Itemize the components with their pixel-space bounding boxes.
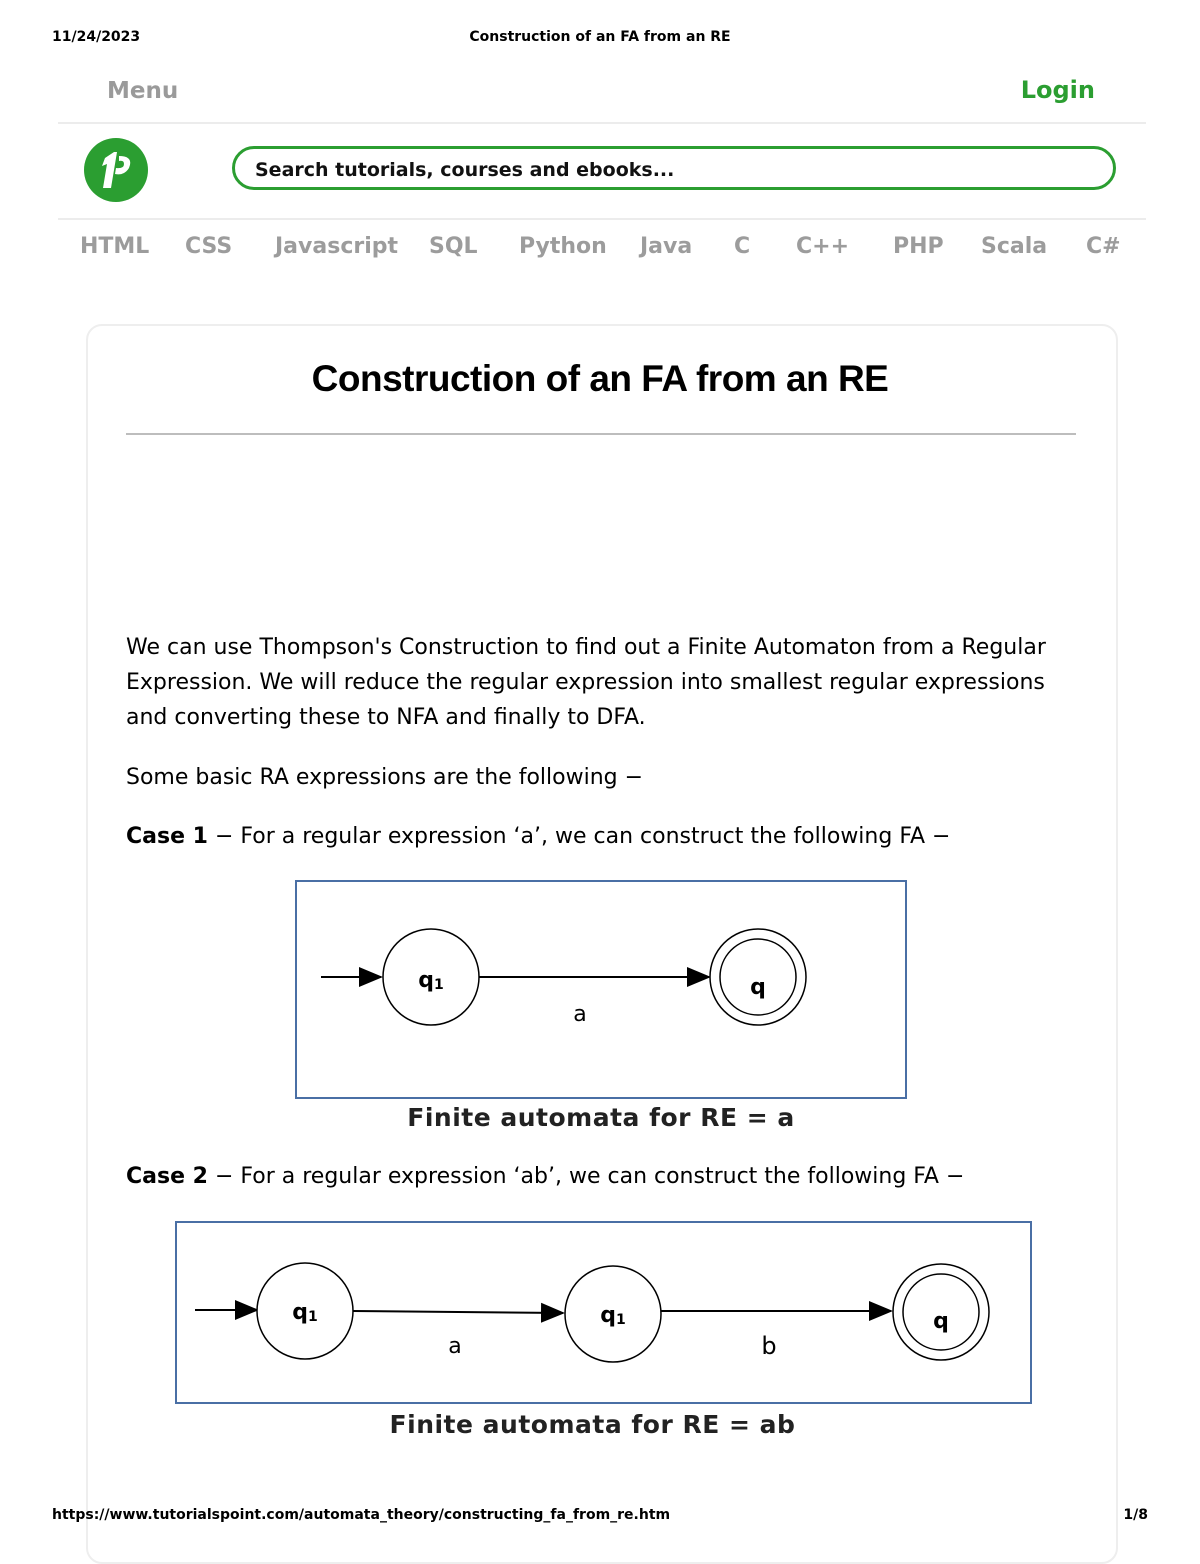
- nav-item-html[interactable]: HTML: [80, 234, 150, 259]
- transition-a-label: a: [448, 1334, 462, 1359]
- final-state-label: q: [933, 1309, 949, 1334]
- language-nav: [58, 234, 1146, 268]
- print-date: 11/24/2023: [52, 29, 141, 45]
- transition-b-label: b: [761, 1332, 777, 1360]
- top-bar: [58, 70, 1146, 124]
- case2-text: − For a regular expression ‘ab’, we can construct the following FA −: [207, 1164, 965, 1189]
- state-q1-label: q1: [418, 968, 444, 993]
- state-1-label: q1: [292, 1300, 318, 1325]
- search-placeholder: Search tutorials, courses and ebooks...: [255, 159, 675, 181]
- basic-expressions-text: Some basic RA expressions are the following −: [126, 765, 644, 790]
- nav-item-c[interactable]: C: [734, 234, 751, 259]
- figure1-caption: Finite automata for RE = a: [407, 1103, 795, 1132]
- automaton-diagram-ab: [177, 1223, 1034, 1406]
- nav-item-css[interactable]: CSS: [185, 234, 233, 259]
- search-row: [58, 124, 1146, 220]
- nav-item-php[interactable]: PHP: [893, 234, 944, 259]
- case2-paragraph: [126, 1159, 1086, 1194]
- transition-a-arrow: [353, 1311, 563, 1313]
- page-title: Construction of an FA from an RE: [311, 358, 889, 399]
- automaton-diagram-a: [297, 882, 909, 1101]
- print-footer: [52, 1507, 1148, 1527]
- case1-text: − For a regular expression ‘a’, we can construct the following FA −: [207, 824, 951, 849]
- transition-label: a: [573, 1002, 587, 1027]
- nav-item-csharp[interactable]: C#: [1086, 234, 1121, 259]
- nav-item-scala[interactable]: Scala: [981, 234, 1048, 259]
- state-2-label: q1: [600, 1303, 626, 1328]
- nav-item-sql[interactable]: SQL: [429, 234, 478, 259]
- figure2-caption: Finite automata for RE = ab: [389, 1410, 796, 1439]
- case1-paragraph: [126, 819, 1086, 854]
- nav-item-java[interactable]: Java: [640, 234, 693, 259]
- print-header: [52, 29, 1148, 49]
- intro-paragraph: We can use Thompson's Construction to find out a Finite Automaton from a Regular Expression. We will reduce the regular expression into smallest regular expressions and converting these to NFA and finally to DFA.: [126, 635, 1046, 730]
- menu-button[interactable]: Menu: [107, 78, 179, 104]
- case2-label: Case 2: [126, 1164, 208, 1189]
- search-input[interactable]: [232, 146, 1116, 190]
- site-logo-icon[interactable]: [84, 138, 148, 202]
- print-title: Construction of an FA from an RE: [469, 29, 731, 45]
- print-url: https://www.tutorialspoint.com/automata_theory/constructing_fa_from_re.htm: [52, 1507, 671, 1523]
- nav-item-javascript[interactable]: Javascript: [275, 234, 399, 259]
- case1-label: Case 1: [126, 824, 208, 849]
- final-state-label: q: [750, 975, 766, 1000]
- login-button[interactable]: Login: [1020, 76, 1095, 104]
- nav-item-python[interactable]: Python: [519, 234, 607, 259]
- figure-re-ab: [175, 1221, 1032, 1404]
- figure-re-a: [295, 880, 907, 1099]
- nav-item-cpp[interactable]: C++: [796, 234, 850, 259]
- print-page-number: 1/8: [1123, 1507, 1148, 1523]
- title-divider: [126, 433, 1076, 435]
